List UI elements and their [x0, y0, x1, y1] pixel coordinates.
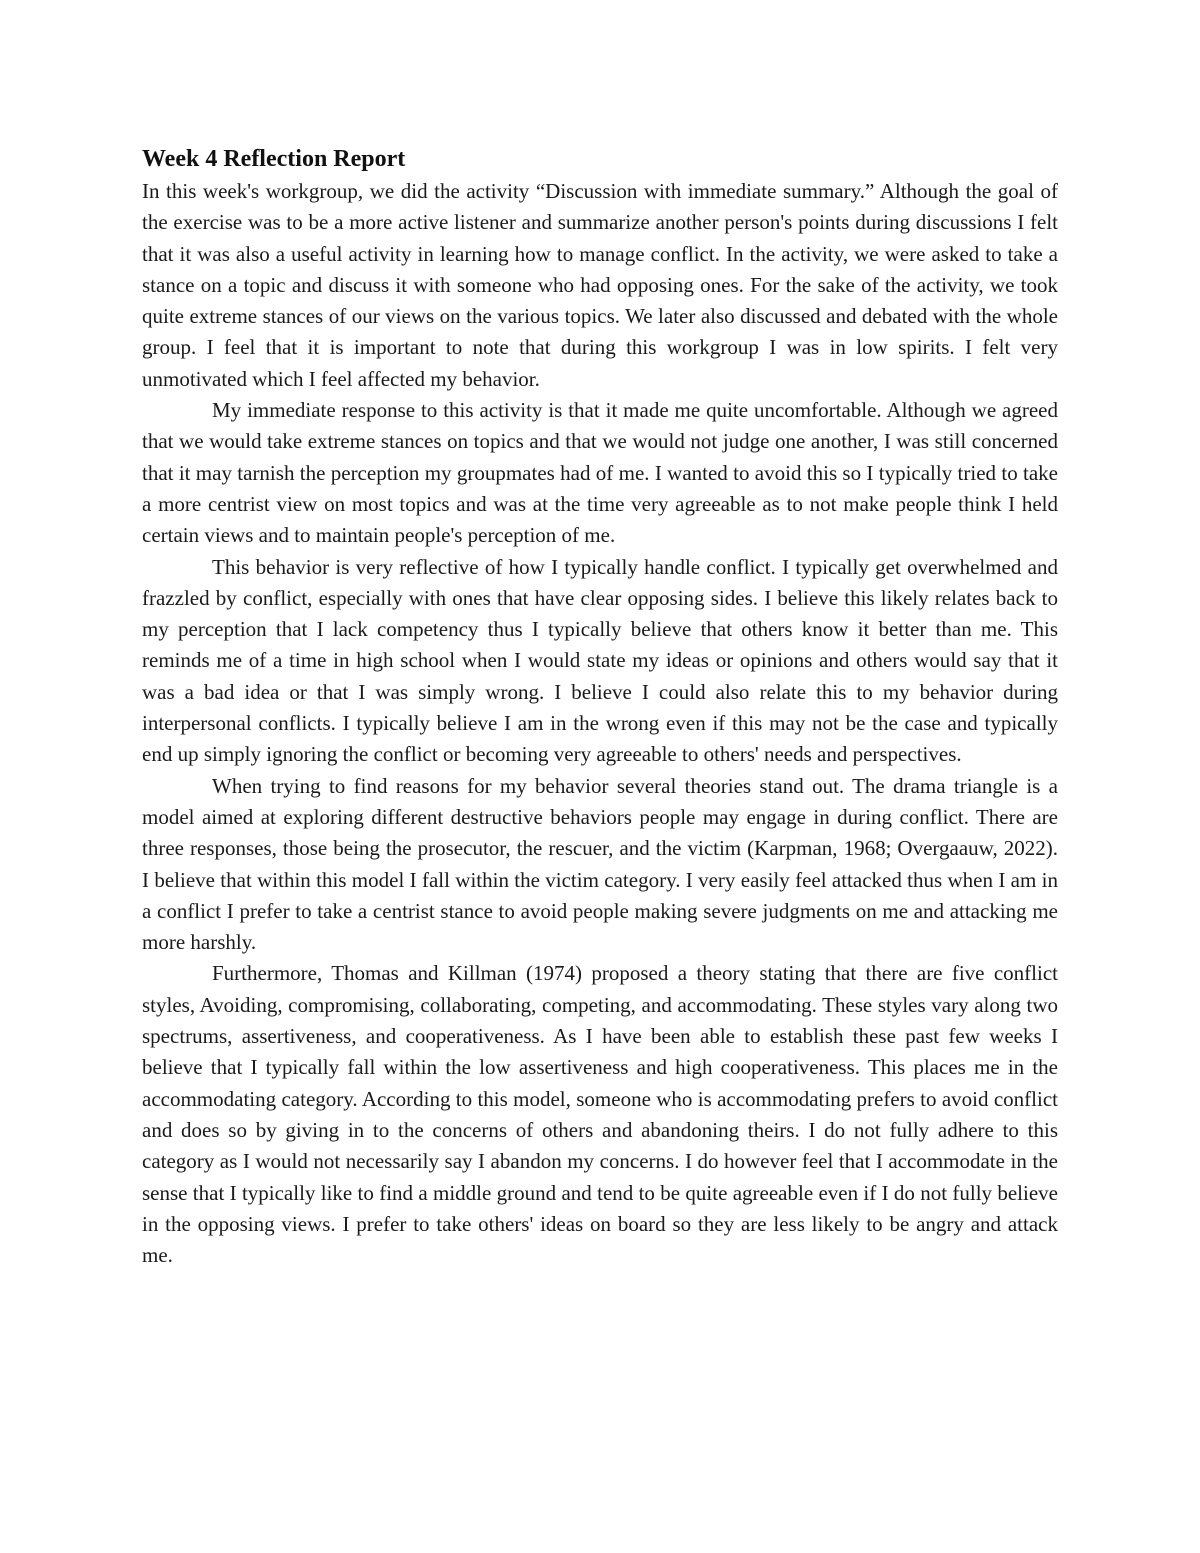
document-body — [142, 142, 1058, 1271]
document-title: Week 4 Reflection Report — [142, 146, 406, 172]
paragraph-conflict-styles: Furthermore, Thomas and Killman (1974) proposed a theory stating that there are five conflict styles, Avoiding, compromising, collaborating, competing, and accommodating. These styles vary along two spectrums, assertiveness, and cooperativeness. As I have been able to establish these past few weeks I believe that I typically fall within the low assertiveness and high cooperativeness. This places me in the accommodating category. According to this model, someone who is accommodating prefers to avoid conflict and does so by giving in to the concerns of others and abandoning theirs. I do not fully adhere to this category as I would not necessarily say I abandon my concerns. I do however feel that I accommodate in the sense that I typically like to find a middle ground and tend to be quite agreeable even if I do not fully believe in the opposing views. I prefer to take others' ideas on board so they are less likely to be angry and attack me. — [142, 961, 1058, 1268]
paragraph-drama-triangle: When trying to find reasons for my behavior several theories stand out. The drama triangle is a model aimed at exploring different destructive behaviors people may engage in during conflict. There are three responses, those being the prosecutor, the rescuer, and the victim (Karpman, 1968; Overgaauw, 2022). I believe that within this model I fall within the victim category. I very easily feel attacked thus when I am in a conflict I prefer to take a centrist stance to avoid people making severe judgments on me and attacking me more harshly. — [142, 773, 1058, 955]
paragraph-conflict-behavior: This behavior is very reflective of how I typically handle conflict. I typically get overwhelmed and frazzled by conflict, especially with ones that have clear opposing sides. I believe this likely relates back to my perception that I lack competency thus I typically believe that others know it better than me. This reminds me of a time in high school when I would state my ideas or opinions and others would say that it was a bad idea or that I was simply wrong. I believe I could also relate this to my behavior during interpersonal conflicts. I typically believe I am in the wrong even if this may not be the case and typically end up simply ignoring the conflict or becoming very agreeable to others' needs and perspectives. — [142, 554, 1058, 767]
paragraph-immediate-response: My immediate response to this activity is that it made me quite uncomfortable. Although we agreed that we would take extreme stances on topics and that we would not judge one another, I was still concerned that it may tarnish the perception my groupmates had of me. I wanted to avoid this so I typically tried to take a more centrist view on most topics and was at the time very agreeable as to not make people think I held certain views and to maintain people's perception of me. — [142, 398, 1058, 548]
paragraph-intro: In this week's workgroup, we did the activity “Discussion with immediate summary.” Although the goal of the exercise was to be a more active listener and summarize another person's points during discussions I felt that it was also a useful activity in learning how to manage conflict. In the activity, we were asked to take a stance on a topic and discuss it with someone who had opposing ones. For the sake of the activity, we took quite extreme stances of our views on the various topics. We later also discussed and debated with the whole group. I feel that it is important to note that during this workgroup I was in low spirits. I felt very unmotivated which I feel affected my behavior. — [142, 179, 1058, 391]
